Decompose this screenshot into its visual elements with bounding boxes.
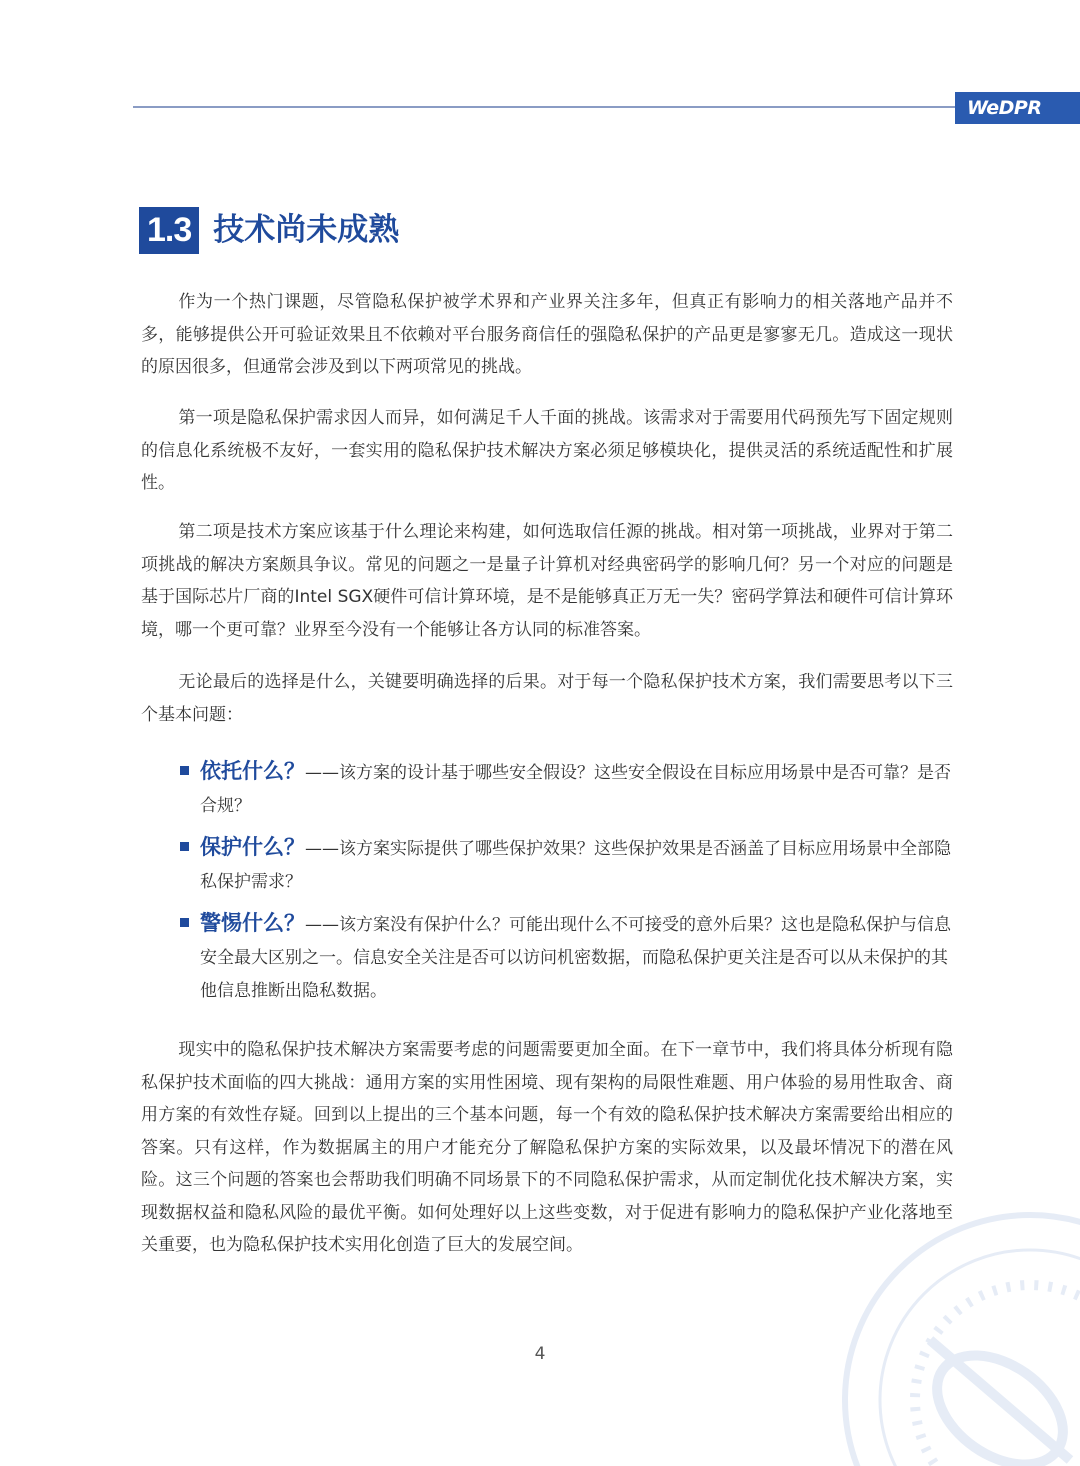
bullet-square-icon [180,766,189,775]
bullet-square-icon [180,918,189,927]
paragraph-intro: 作为一个热门课题，尽管隐私保护被学术界和产业界关注多年，但真正有影响力的相关落地产品并不多，能够提供公开可验证效果且不依赖对平台服务商信任的强隐私保护的产品更是寥寥无几。造成这一现状的原因很多，但通常会涉及到以下两项常见的挑战。 [141,292,953,377]
paragraph-questions-intro: 无论最后的选择是什么，关键要明确选择的后果。对于每一个隐私保护技术方案，我们需要思考以下三个基本问题： [141,672,953,725]
section-heading [139,207,399,254]
brand-logo: WeDPR [955,92,1080,124]
question-lead: 警惕什么？ [200,911,305,935]
header-divider [133,106,955,108]
paragraph-conclusion: 现实中的隐私保护技术解决方案需要考虑的问题需要更加全面。在下一章节中，我们将具体分析现有隐私保护技术面临的四大挑战：通用方案的实用性困境、现有架构的局限性难题、用户体验的易用性取舍、商用方案的有效性存疑。回到以上提出的三个基本问题，每一个有效的隐私保护技术解决方案需要给出相应的答案。只有这样，作为数据属主的用户才能充分了解隐私保护方案的实际效果，以及最坏情况下的潜在风险。这三个问题的答案也会帮助我们明确不同场景下的不同隐私保护需求，从而定制优化技术解决方案，实现数据权益和隐私风险的最优平衡。如何处理好以上这些变数，对于促进有影响力的隐私保护产业化落地至关重要，也为隐私保护技术实用化创造了巨大的发展空间。 [141,1040,953,1255]
question-lead: 保护什么？ [200,835,305,859]
question-text: ——该方案的设计基于哪些安全假设？这些安全假设在目标应用场景中是否可靠？是否合规？ [200,763,951,816]
paragraph-challenge-one: 第一项是隐私保护需求因人而异，如何满足千人千面的挑战。该需求对于需要用代码预先写下固定规则的信息化系统极不友好，一套实用的隐私保护技术解决方案必须足够模块化，提供灵活的系统适配性和扩展性。 [141,408,953,493]
watermark-icon [800,1200,1080,1466]
page-number: 4 [534,1344,546,1364]
section-title: 技术尚未成熟 [213,212,400,248]
paragraph-challenge-two: 第二项是技术方案应该基于什么理论来构建，如何选取信任源的挑战。相对第一项挑战，业界对于第二项挑战的解决方案颇具争议。常见的问题之一是量子计算机对经典密码学的影响几何？另一个对应的问题是基于国际芯片厂商的Intel SGX硬件可信计算环境，是不是能够真正万无一失？密码学算法和硬件可信计算环境，哪一个更可靠？业界至今没有一个能够让各方认同的标准答案。 [141,522,953,640]
question-text: ——该方案没有保护什么？可能出现什么不可接受的意外后果？这也是隐私保护与信息安全最大区别之一。信息安全关注是否可以访问机密数据，而隐私保护更关注是否可以从未保护的其他信息推断出隐私数据。 [200,915,951,1001]
question-lead: 依托什么？ [200,759,305,783]
question-text: ——该方案实际提供了哪些保护效果？这些保护效果是否涵盖了目标应用场景中全部隐私保护需求？ [200,839,951,892]
bullet-square-icon [180,842,189,851]
section-number: 1.3 [139,207,199,254]
